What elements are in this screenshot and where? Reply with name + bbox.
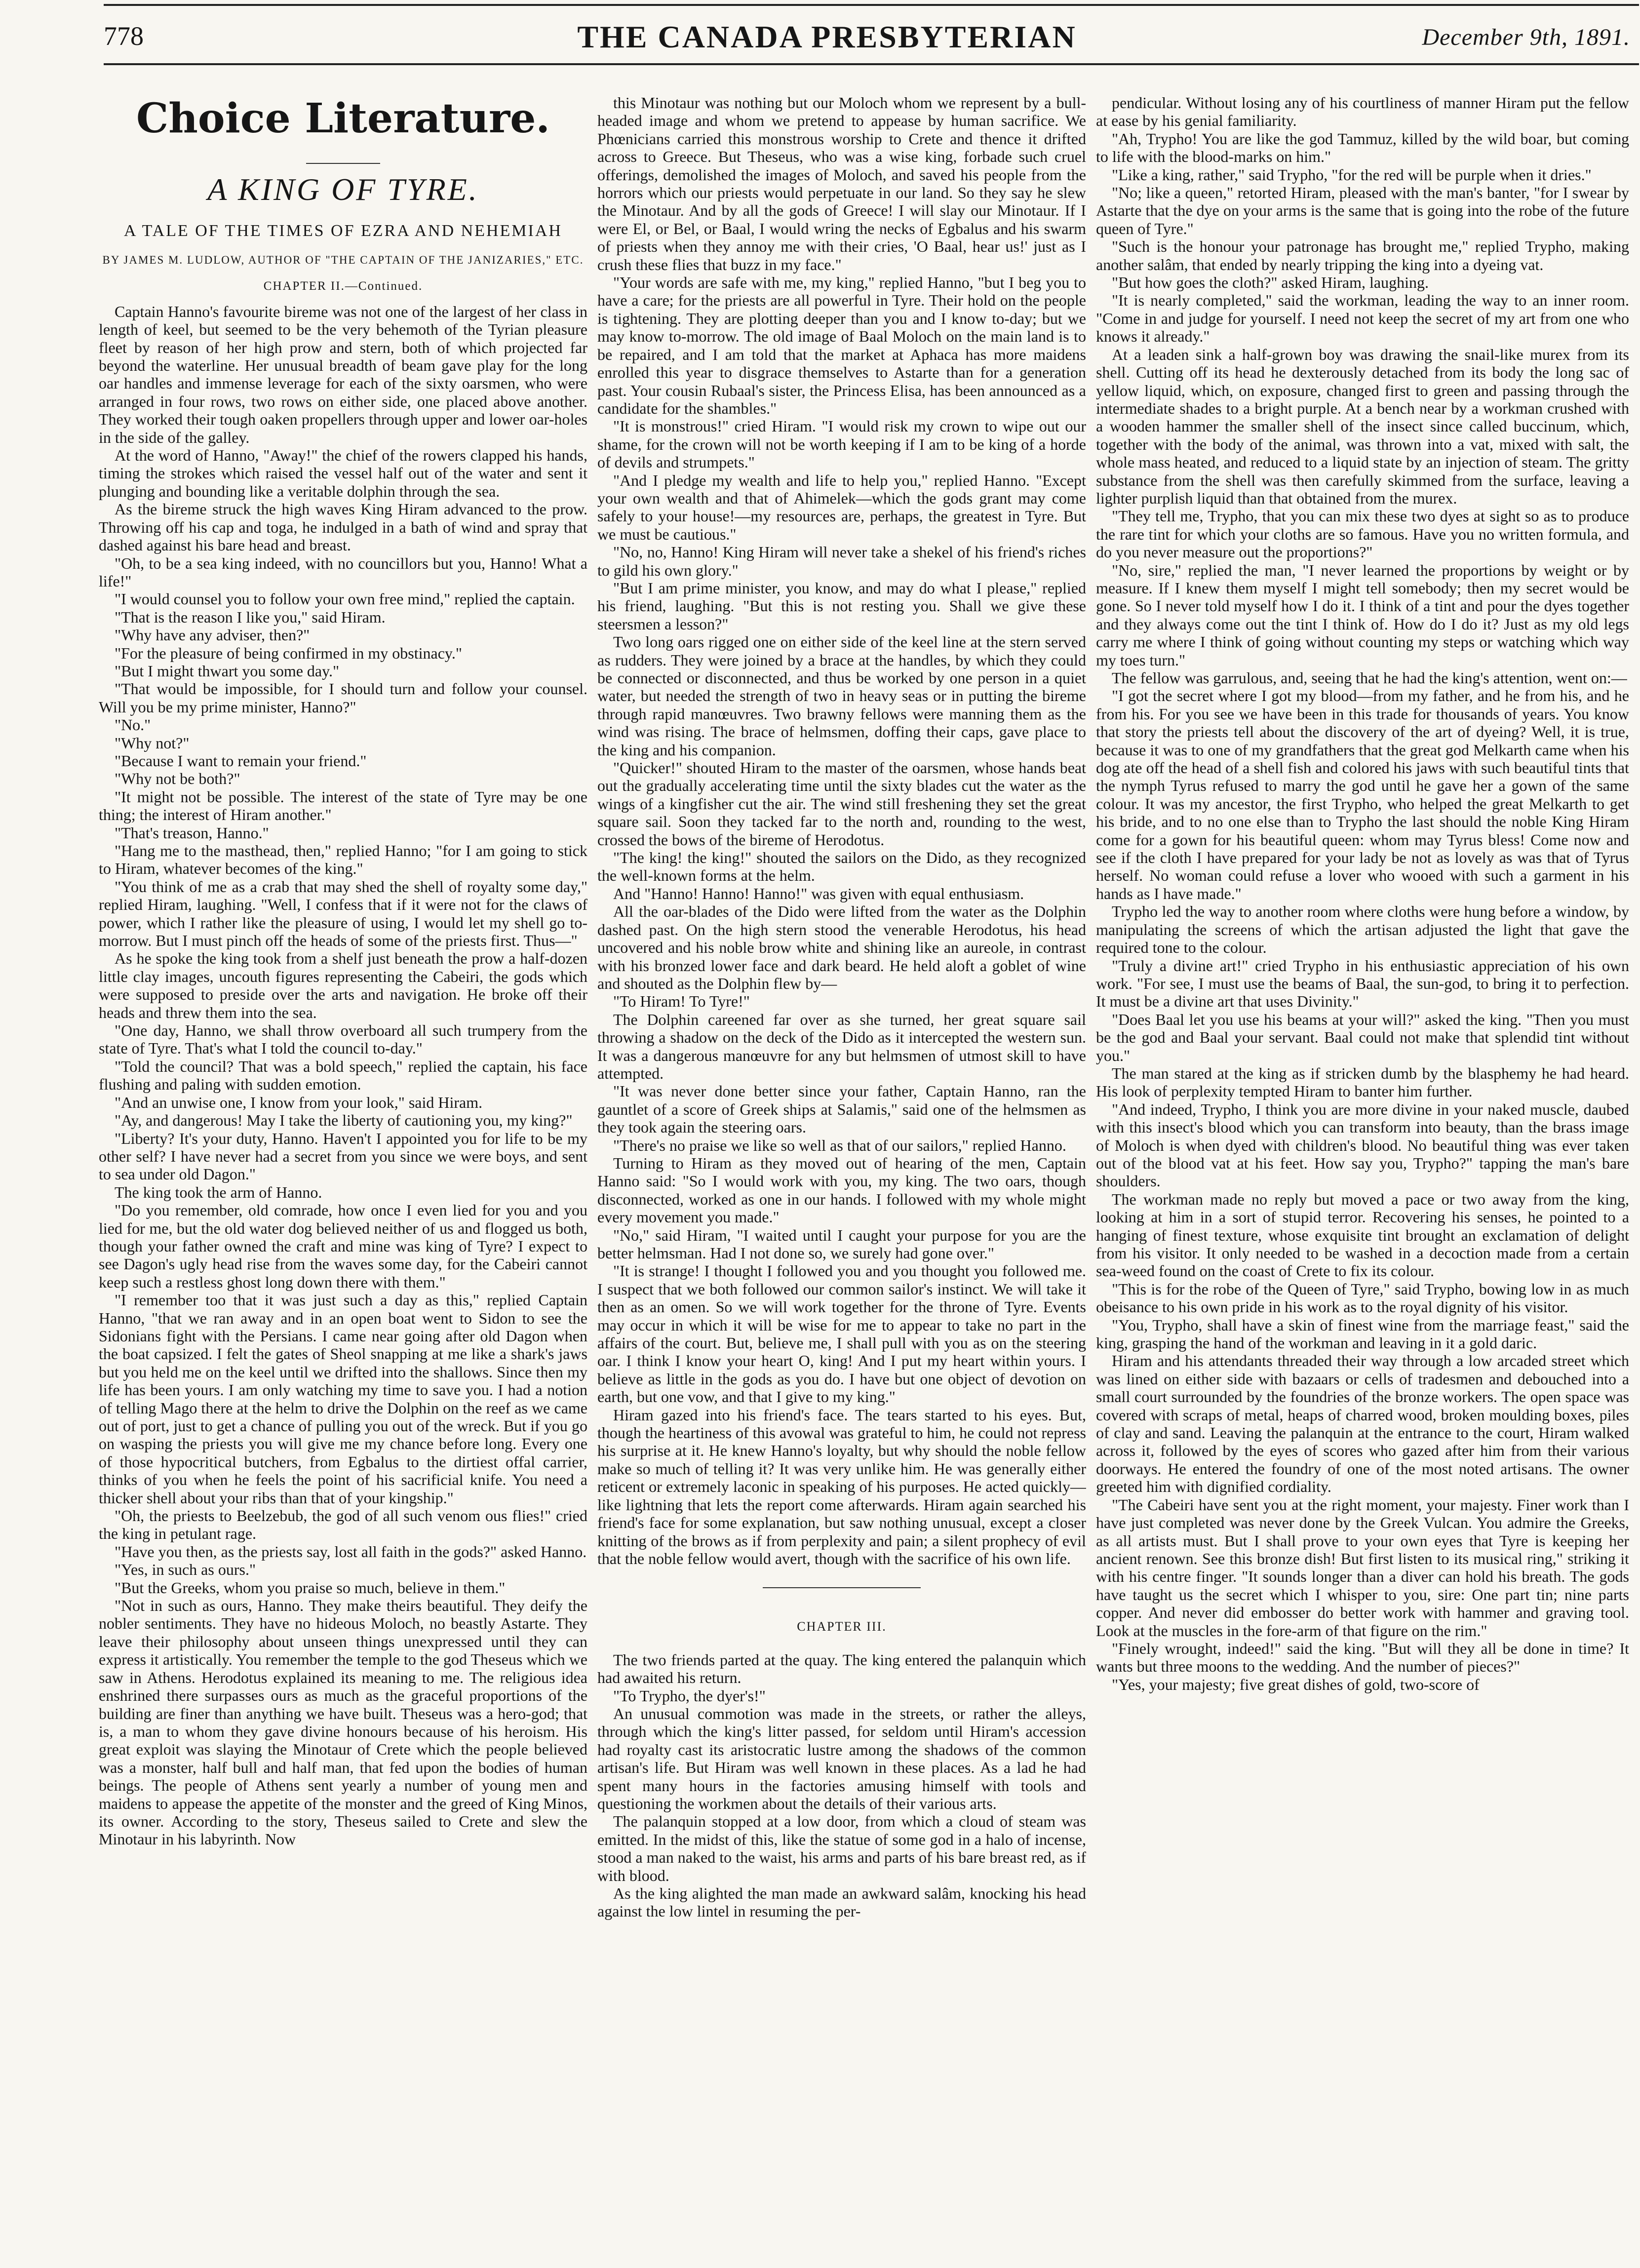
- paragraph: "Why not be both?": [115, 770, 240, 788]
- paragraph: "It might not be possible. The interest of the state of Tyre may be one thing; the interest of Hiram another.": [99, 787, 587, 824]
- paragraph: "No," said Hiram, "I waited until I caught your purpose for you are the better helmsman. Had I not done so, we surely had gone over.": [597, 1226, 1086, 1262]
- paragraph: "Why not?": [115, 734, 190, 752]
- column-2: [597, 94, 1086, 2258]
- paragraph: "One day, Hanno, we shall throw overboard all such trumpery from the state of Tyre. That's what I told the council to-day.": [99, 1021, 587, 1057]
- issue-date: December 9th, 1891.: [1422, 24, 1630, 50]
- paragraph: The workman made no reply but moved a pace or two away from the king, looking at him in a sort of stupid terror. Recovering his senses, he pointed to a hanging of finest texture, whose exquisite tint brought an exclamation of delight from his visitor. It only needed to be washed in a decoction made from a certain sea-weed found on the coast of Crete to fix its colour.: [1096, 1190, 1629, 1280]
- paragraph: "No, sire," replied the man, "I never learned the proportions by weight or by measure. If I knew them myself I might tell somebody; then my secret would be gone. So I never told myself how I do it. I think of a tint and pour the dyes together and they always come out the tint I think of. How do I do it? Just as my old legs carry me where I think of going without counting my steps or watching which way my toes turn.": [1096, 561, 1629, 669]
- paragraph: An unusual commotion was made in the streets, or rather the alleys, through which the king's litter passed, for seldom until Hiram's accession had royalty cast its aristocratic lustre among the shadows of the common artisan's life. But Hiram was well known in these places. As a lad he had spent many hours in the factories amusing himself with tools and questioning the workmen about the details of their various arts.: [597, 1704, 1086, 1812]
- column-2-text: [597, 94, 1086, 1567]
- top-rule: [104, 4, 1639, 6]
- paragraph: "This is for the robe of the Queen of Tyre," said Trypho, bowing low in as much obeisance to his own pride in his work as to the royal dignity of his visitor.: [1096, 1280, 1629, 1316]
- paragraph: All the oar-blades of the Dido were lifted from the water as the Dolphin dashed past. On the high stern stood the venerable Herodotus, his head uncovered and his noble brow white and shining like an aureole, in contrast with his bronzed lower face and dark beard. He held aloft a goblet of wine and shouted as the Dolphin flew by—: [597, 902, 1086, 992]
- chapter-continued: CHAPTER II.—Continued.: [263, 279, 423, 293]
- paragraph: The fellow was garrulous, and, seeing that he had the king's attention, went on:—: [1112, 669, 1627, 687]
- paragraph: "It is monstrous!" cried Hiram. "I would risk my crown to wipe out our shame, for the crown will not be worth keeping if I am to be king of a horde of devils and strumpets.": [597, 417, 1086, 471]
- column-3: [1096, 94, 1629, 2258]
- paragraph: Captain Hanno's favourite bireme was not one of the largest of her class in length of keel, but seemed to be the very behemoth of the Tyrian pleasure fleet by reason of her high prow and stern, both of which projected far beyond the waterline. Her unusual breadth of beam gave play for the long oar handles and immense leverage for each of the sixty oarsmen, who were arranged in four rows, two rows on either side, one placed above another. They worked their tough oaken propellers through upper and lower oar-holes in the side of the galley.: [99, 302, 587, 446]
- paragraph: "Ay, and dangerous! May I take the liberty of cautioning you, my king?": [115, 1111, 573, 1130]
- paragraph: "Ah, Trypho! You are like the god Tammuz, killed by the wild boar, but coming to life with the blood-marks on him.": [1096, 129, 1629, 166]
- paragraph: "But I might thwart you some day.": [115, 662, 340, 680]
- section-title: Choice Literature.: [136, 95, 550, 142]
- page-number: 778: [104, 21, 144, 51]
- chapter-divider: [763, 1587, 921, 1588]
- paragraph: "Such is the honour your patronage has brought me," replied Trypho, making another salâm, that ended by nearly tripping the king into a dyeing vat.: [1096, 237, 1629, 274]
- paragraph: "It was never done better since your father, Captain Hanno, ran the gauntlet of a score of Greek ships at Salamis," said one of the helmsmen as they took again the steering oars.: [597, 1082, 1086, 1136]
- paragraph: "Liberty? It's your duty, Hanno. Haven't I appointed you for life to be my other self? I have never had a secret from you since we were boys, and sent to sea under old Dagon.": [99, 1129, 587, 1183]
- paragraph: Hiram and his attendants threaded their way through a low arcaded street which was lined on either side with bazaars or cells of tradesmen and debouched into a small court surrounded by the foundries of the bronze workers. The open space was covered with scraps of metal, heaps of charred wood, broken moulding boxes, piles of clay and sand. Leaving the palanquin at the entrance to the court, Hiram walked across it, followed by the eyes of scores who gazed after him from their various doorways. He entered the foundry of one of the most noted artisans. The owner greeted him with dignified cordiality.: [1096, 1352, 1629, 1496]
- paragraph: "Yes, your majesty; five great dishes of gold, two-score of: [1112, 1675, 1480, 1693]
- header-rule: [104, 63, 1639, 65]
- paragraph: "And an unwise one, I know from your look," said Hiram.: [115, 1093, 483, 1111]
- paragraph: "Truly a divine art!" cried Trypho in his enthusiastic appreciation of his own work. "For see, I must use the beams of Baal, the sun-god, to bring it to perfection. It must be a divine art that uses Divinity.": [1096, 956, 1629, 1011]
- column-1: [99, 94, 587, 2258]
- paragraph: "And indeed, Trypho, I think you are more divine in your naked muscle, daubed with this insect's blood which you can transform into beauty, than the brass image of Moloch is when dyed with children's blood. No beautiful thing was ever taken out of the blood vat at his feet. How say you, Trypho?" tapping the man's bare shoulders.: [1096, 1100, 1629, 1190]
- paragraph: "But how goes the cloth?" asked Hiram, laughing.: [1112, 274, 1429, 292]
- paragraph: "You, Trypho, shall have a skin of finest wine from the marriage feast," said the king, grasping the hand of the workman and leaving in it a gold daric.: [1096, 1316, 1629, 1352]
- paragraph: "To Trypho, the dyer's!": [613, 1686, 766, 1705]
- paragraph: "Have you then, as the priests say, lost all faith in the gods?" asked Hanno.: [115, 1542, 587, 1561]
- paragraph: "Does Baal let you use his beams at your will?" asked the king. "Then you must be the god and Baal your servant. Baal could not make that splendid tint without you.": [1096, 1010, 1629, 1064]
- paragraph: "But the Greeks, whom you praise so much, believe in them.": [115, 1578, 506, 1597]
- paragraph: "Finely wrought, indeed!" said the king. "But will they all be done in time? It wants but three moons to the wedding. And the number of pieces?": [1096, 1639, 1629, 1676]
- paragraph: "Because I want to remain your friend.": [115, 751, 367, 770]
- paragraph: "Told the council? That was a bold speech," replied the captain, his face flushing and paling with sudden emotion.: [99, 1057, 587, 1094]
- chapter-heading: CHAPTER III.: [797, 1619, 887, 1634]
- paragraph: The two friends parted at the quay. The king entered the palanquin which had awaited his return.: [597, 1650, 1086, 1687]
- paragraph: "For the pleasure of being confirmed in my obstinacy.": [115, 644, 462, 662]
- paragraph: "No.": [115, 716, 151, 734]
- paragraph: "Why have any adviser, then?": [115, 626, 310, 644]
- paragraph: "No; like a queen," retorted Hiram, pleased with the man's banter, "for I swear by Astarte that the dye on your arms is the same that is going into the robe of the future queen of Tyre.": [1096, 184, 1629, 237]
- paragraph: "But I am prime minister, you know, and may do what I please," replied his friend, laughing. "But this is not resting you. Shall we give these steersmen a lesson?": [597, 579, 1086, 633]
- paragraph: "That is the reason I like you," said Hiram.: [115, 608, 386, 626]
- column-3-text: [1096, 94, 1629, 1693]
- paragraph: As he spoke the king took from a shelf just beneath the prow a half-dozen little clay images, uncouth figures representing the Cabeiri, the gods which were supposed to preside over the arts and navigation. He broke off their heads and threw them into the sea.: [99, 949, 587, 1021]
- paragraph: Hiram gazed into his friend's face. The tears started to his eyes. But, though the heartiness of this avowal was grateful to him, he could not repress his surprise at it. He knew Hanno's loyalty, but why should the noble fellow make so much of telling it? It was very unlike him. He was generally either reticent or extremely laconic in speaking of his purposes. He acted quickly—like lightning that lets the report come afterwards. Hiram again searched his friend's face for some explanation, but saw nothing unusual, except a closer knitting of the brows as if from perplexity and pain; a silent prophecy of evil that the noble fellow would avert, though with the sacrifice of his own life.: [597, 1406, 1086, 1567]
- paragraph: "Quicker!" shouted Hiram to the master of the oarsmen, whose hands beat out the gradually accelerating time until the sixty blades cut the water as the wings of a kingfisher cut the air. The wind still freshening they set the great square sail. Soon they tacked far to the north and, rounding to the west, crossed the bows of the bireme of Herodotus.: [597, 759, 1086, 849]
- paragraph: "I remember too that it was just such a day as this," replied Captain Hanno, "that we ran away and in an open boat went to Sidon to see the Sidonians fight with the Persians. I came near going after old Dagon when the boat capsized. I felt the gates of Sheol snapping at me like a shark's jaws but you held me on the keel until we drifted into the shallows. Since then my life has been yours. I am only watching my time to save you. I had a notion of telling Mago there at the helm to drive the Dolphin on the reef as we came out of port, just to get a chance of pulling you out of the wreck. But if you go on wasping the priests you will give me my chance before long. Every one of those hypocritical butchers, from Egbalus to the dirtiest offal carrier, thinks of you when he feels the point of his sacrificial knife. You need a thicker shell about your ribs than that of your kingship.": [99, 1291, 587, 1507]
- masthead-title: THE CANADA PRESBYTERIAN: [577, 19, 1077, 54]
- paragraph: "It is strange! I thought I followed you and you thought you followed me. I suspect that we both followed our common sailor's instinct. We will take it then as an omen. So we will work together for the throne of Tyre. Events may occur in which it will be wise for me to appear to take no part in the affairs of the court. But, believe me, I shall pull with you as on the steering oar. I think I know your heart O, king! And I put my heart within yours. I believe as little in the gods as you do. I have but one object of devotion on earth, but one vow, and that I give to my king.": [597, 1262, 1086, 1406]
- paragraph: Two long oars rigged one on either side of the keel line at the stern served as rudders. They were joined by a brace at the handles, by which they could be connected or disconnected, and thus be worked by one person in a quiet water, but needed the strength of two in heavy seas or in putting the bireme through rapid manœuvres. Two brawny fellows were manning them as the wind was rising. The brace of helmsmen, doffing their caps, gave place to the king and his companion.: [597, 633, 1086, 759]
- column-2-chapter-text: [597, 1651, 1086, 1920]
- paragraph: "To Hiram! To Tyre!": [613, 992, 750, 1011]
- paragraph: "There's no praise we like so well as that of our sailors," replied Hanno.: [613, 1136, 1066, 1154]
- paragraph: "The Cabeiri have sent you at the right moment, your majesty. Finer work than I have just completed was never done by the Greek Vulcan. You admire the Greeks, as all artists must. But I shall prove to your own eyes that Tyre is keeping her ancient renown. See this bronze dish! But first listen to its musical ring," striking it with his centre finger. "It sounds longer than a diver can hold his breath. The gods have taught us the secret which I whisper to you, sire: One part tin; nine parts copper. And never did embosser do better work with hammer and graving tool. Look at the muscles in the fore-arm of that figure on the rim.": [1096, 1495, 1629, 1640]
- paragraph: "Not in such as ours, Hanno. They make theirs beautiful. They deify the nobler sentiments. They have no hideous Moloch, no beastly Astarte. They leave their philosophy about unseen things unexpressed until they can express it artistically. You remember the temple to the god Theseus which we saw in Athens. Herodotus explained its meaning to me. The religious idea enshrined there surpasses ours as much as the graceful proportions of the building are finer than anything we have built. Theseus was a hero-god; that is, a man to whom they gave divine honours because of his heroism. His great exploit was slaying the Minotaur of Crete which the people believed was a monster, half bull and half man, that fed upon the bodies of human beings. The people of Athens sent yearly a number of young men and maidens to appease the appetite of the monster and the greed of King Minos, its owner. According to the story, Theseus sailed to Crete and slew the Minotaur in his labyrinth. Now: [99, 1597, 587, 1848]
- paragraph: "Do you remember, old comrade, how once I even lied for you and you lied for me, but the old water dog believed neither of us and flogged us both, though your father owned the craft and mine was king of Tyre? I expect to see Dagon's ugly head rise from the waves some day, for the Cabeiri cannot keep such a restless ghost long down there with them.": [99, 1201, 587, 1291]
- paragraph: "Like a king, rather," said Trypho, "for the red will be purple when it dries.": [1112, 165, 1592, 184]
- paragraph: "Oh, to be a sea king indeed, with no councillors but you, Hanno! What a life!": [99, 554, 587, 590]
- paragraph: The king took the arm of Hanno.: [115, 1183, 322, 1201]
- paragraph: "That would be impossible, for I should turn and follow your counsel. Will you be my prime minister, Hanno?": [99, 680, 587, 716]
- paragraph: The Dolphin careened far over as she turned, her great square sail throwing a shadow on the deck of the Dido as it intercepted the western sun. It was a dangerous manœuvre for any but helmsmen of utmost skill to have attempted.: [597, 1010, 1086, 1082]
- story-subtitle: A TALE OF THE TIMES OF EZRA AND NEHEMIAH: [124, 222, 562, 240]
- paragraph: As the king alighted the man made an awkward salâm, knocking his head against the low lintel in resuming the per-: [597, 1884, 1086, 1920]
- paragraph: And "Hanno! Hanno! Hanno!" was given with equal enthusiasm.: [613, 884, 1024, 902]
- paragraph: At the word of Hanno, "Away!" the chief of the rowers clapped his hands, timing the strokes which raised the vessel half out of the water and sent it plunging and bounding like a veritable dolphin through the sea.: [99, 446, 587, 500]
- story-title: A KING OF TYRE.: [207, 172, 479, 207]
- paragraph: pendicular. Without losing any of his courtliness of manner Hiram put the fellow at ease by his genial familiarity.: [1096, 94, 1629, 130]
- paragraph: Turning to Hiram as they moved out of hearing of the men, Captain Hanno said: "So I would work with you, my king. The two oars, though disconnected, worked as one in our hands. I followed with my whole might every movement you made.": [597, 1154, 1086, 1226]
- paragraph: Trypho led the way to another room where cloths were hung before a window, by manipulating the screens of which the artisan adjusted the light that gave the required tone to the colour.: [1096, 902, 1629, 957]
- column-1-text: [99, 303, 587, 1848]
- paragraph: As the bireme struck the high waves King Hiram advanced to the prow. Throwing off his cap and toga, he indulged in a bath of wind and spray that dashed against his bare head and breast.: [99, 500, 587, 554]
- paragraph: "And I pledge my wealth and life to help you," replied Hanno. "Except your own wealth and that of Ahimelek—which the gods grant may come safely to your house!—my resources are, perhaps, the greatest in Tyre. But we must be cautious.": [597, 471, 1086, 543]
- paragraph: "Yes, in such as ours.": [115, 1561, 256, 1579]
- paragraph: "The king! the king!" shouted the sailors on the Dido, as they recognized the well-known forms at the helm.: [597, 849, 1086, 885]
- paragraph: The palanquin stopped at a low door, from which a cloud of steam was emitted. In the midst of this, like the statue of some god in a halo of incense, stood a man naked to the waist, his arms and parts of his bare breast red, as if with blood.: [597, 1812, 1086, 1884]
- paragraph: The man stared at the king as if stricken dumb by the blasphemy he had heard. His look of perplexity tempted Hiram to banter him further.: [1096, 1064, 1629, 1100]
- paragraph: "That's treason, Hanno.": [115, 823, 269, 842]
- paragraph: "You think of me as a crab that may shed the shell of royalty some day," replied Hiram, laughing. "Well, I confess that if it were not for the claws of power, which I rather like the pleasure of using, I would let my shell go to-morrow. But I must pinch off the heads of some of the priests first. Thus—": [99, 877, 587, 950]
- paragraph: At a leaden sink a half-grown boy was drawing the snail-like murex from its shell. Cutting off its head he dexterously detached from its body the long sac of yellow liquid, which, on exposure, changed first to green and passing through the intermediate shades to a bright purple. At a bench near by a workman crushed with a wooden hammer the smaller shell of the insect since called buccinum, which, together with the body of the animal, was thrown into a vat, mixed with salt, the whole mass heated, and reduced to a liquid state by an injection of steam. The gritty substance from the shell was then carefully skimmed from the surface, leaving a lighter purplish liquid than that obtained from the murex.: [1096, 345, 1629, 507]
- paragraph: this Minotaur was nothing but our Moloch whom we represent by a bull-headed image and whom we pretend to appease by human sacrifice. We Phœnicians carried this monstrous worship to Crete and thence it drifted across to Greece. But Theseus, who was a wise king, forbade such cruel offerings, demolished the images of Moloch, and saved his people from the horrors which our priests would perpetuate in our land. So they say he slew the Minotaur. And by all the gods of Greece! I will slay our Minotaur. If I were El, or Bel, or Baal, I would wring the necks of Egbalus and his swarm of priests when they annoy me with their cries, 'O Baal, hear us!' just as I crush these flies that buzz in my face.": [597, 94, 1086, 274]
- paragraph: "Oh, the priests to Beelzebub, the god of all such venom ous flies!" cried the king in petulant rage.: [99, 1507, 587, 1543]
- paragraph: "They tell me, Trypho, that you can mix these two dyes at sight so as to produce the rare tint for which your cloths are so famous. Have you no written formula, and do you never measure out the proportions?": [1096, 507, 1629, 561]
- section-title-rule: [306, 163, 380, 164]
- paragraph: "Your words are safe with me, my king," replied Hanno, "but I beg you to have a care; for the priests are all powerful in Tyre. Their hold on the people is tightening. They are plotting deeper than you and I know to-day; but we may know to-morrow. The old image of Baal Moloch on the main land is to be repaired, and I am told that the market at Aphaca has more maidens enrolled this year to disgrace themselves to Astarte than for a generation past. Your cousin Rubaal's sister, the Princess Elisa, has been announced as a candidate for the shambles.": [597, 274, 1086, 417]
- paragraph: "I got the secret where I got my blood—from my father, and he from his, and he from his. For you see we have been in this trade for thousands of years. You know that story the priests tell about the discovery of the art of dyeing? Well, it is true, because it was to one of my grandfathers that the great god Melkarth came when his dog ate off the head of a shell fish and colored his jaws with such beautiful tints that the nymph Tyrus refused to marry the god until he gave her a gown of the same colour. It was my ancestor, the first Trypho, who helped the great Melkarth to get his bride, and to no one else than to Trypho the last should the noble King Hiram come for a gown for his beautiful queen: whom may Tyrus bless! Come now and see if the cloth I have prepared for your lady be not as lovely as was that of Tyrus herself. No woman could refuse a lover who wooed with such a garment in his hands as I have made.": [1096, 687, 1629, 902]
- paragraph: "I would counsel you to follow your own free mind," replied the captain.: [115, 590, 575, 608]
- paragraph: "No, no, Hanno! King Hiram will never take a shekel of his friend's riches to gild his own glory.": [597, 543, 1086, 579]
- story-byline: BY JAMES M. LUDLOW, AUTHOR OF "THE CAPTAIN OF THE JANIZARIES," ETC.: [102, 254, 584, 267]
- paragraph: "Hang me to the masthead, then," replied Hanno; "for I am going to stick to Hiram, whatever becomes of the king.": [99, 842, 587, 878]
- paragraph: "It is nearly completed," said the workman, leading the way to an inner room. "Come in and judge for yourself. I need not keep the secret of my art from one who knows it already.": [1096, 291, 1629, 346]
